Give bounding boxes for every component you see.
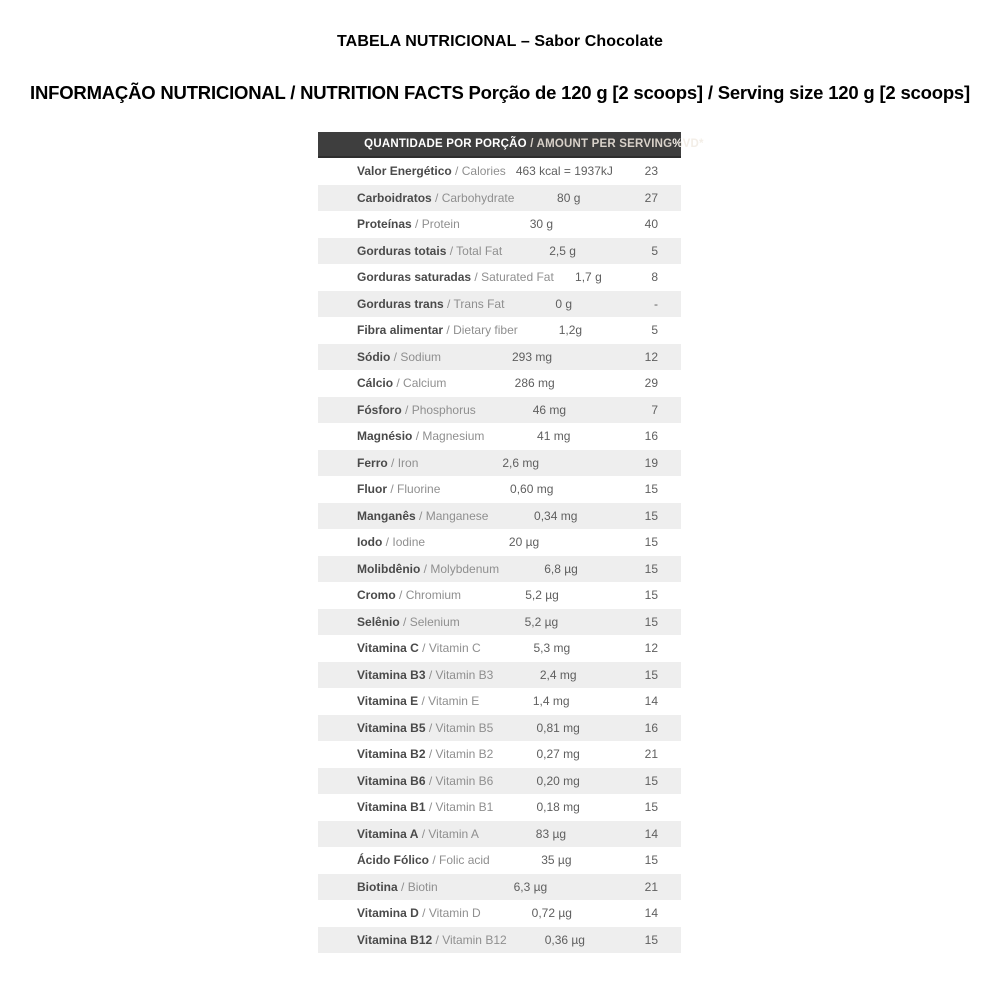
nutrient-dv: 14 xyxy=(644,826,658,841)
nutrient-name-en: Total Fat xyxy=(456,243,503,258)
nutrient-name-en: Vitamin B1 xyxy=(435,800,494,815)
nutrient-dv: 15 xyxy=(644,800,658,815)
nutrient-name-separator: / xyxy=(382,535,393,550)
nutrient-dv: 15 xyxy=(644,853,658,868)
nutrient-amount: 5,3 mg xyxy=(533,641,571,656)
nutrient-name-separator: / xyxy=(425,773,436,788)
nutrient-name-en: Biotin xyxy=(407,879,438,894)
nutrient-amount: 83 µg xyxy=(535,826,567,841)
header-dv-label: %VD* xyxy=(672,138,704,150)
nutrient-name-separator: / xyxy=(397,879,408,894)
nutrient-name-en: Vitamin E xyxy=(428,694,480,709)
header-label-en: AMOUNT PER SERVING xyxy=(536,138,673,150)
nutrient-name-en: Selenium xyxy=(409,614,460,629)
nutrient-name-en: Vitamin B3 xyxy=(435,667,494,682)
nutrient-name-pt: Proteínas xyxy=(357,217,412,232)
nutrient-name-pt: Vitamina B6 xyxy=(357,773,426,788)
nutrient-name-pt: Vitamina D xyxy=(357,906,419,921)
nutrient-name-en: Molybdenum xyxy=(430,561,500,576)
nutrient-amount: 5,2 µg xyxy=(525,588,559,603)
nutrient-name-pt: Biotina xyxy=(357,879,398,894)
nutrient-dv: 12 xyxy=(644,349,658,364)
nutrient-name-separator: / xyxy=(425,800,436,815)
nutrient-amount: 0,36 µg xyxy=(544,932,585,947)
nutrient-name-separator: / xyxy=(387,482,398,497)
nutrient-name-pt: Gorduras trans xyxy=(357,296,444,311)
nutrient-amount: 0,81 mg xyxy=(536,720,580,735)
nutrient-amount: 463 kcal = 1937kJ xyxy=(515,164,613,179)
nutrient-name-separator: / xyxy=(418,694,429,709)
nutrient-name-pt: Selênio xyxy=(357,614,400,629)
nutrient-amount: 0,72 µg xyxy=(531,906,572,921)
nutrient-amount: 0,18 mg xyxy=(536,800,580,815)
nutrient-name-separator: / xyxy=(425,720,436,735)
nutrient-name-pt: Vitamina C xyxy=(357,641,419,656)
nutrient-amount: 6,3 µg xyxy=(513,879,548,894)
nutrient-name-en: Sodium xyxy=(400,349,442,364)
nutrient-amount: 293 mg xyxy=(512,349,553,364)
nutrient-name-separator: / xyxy=(399,614,410,629)
nutrient-name-en: Chromium xyxy=(405,588,462,603)
nutrient-amount: 0,60 mg xyxy=(510,482,554,497)
header-separator: / xyxy=(526,138,537,150)
nutrient-amount: 0,20 mg xyxy=(536,773,580,788)
nutrient-amount: 1,2g xyxy=(558,323,583,338)
nutrient-amount: 1,4 mg xyxy=(532,694,570,709)
nutrient-dv: 15 xyxy=(644,561,658,576)
nutrient-name-en: Vitamin B12 xyxy=(442,932,507,947)
nutrient-name-separator: / xyxy=(425,747,436,762)
nutrient-name-pt: Cálcio xyxy=(357,376,394,391)
nutrient-name-en: Fluorine xyxy=(397,482,441,497)
nutrient-name-separator: / xyxy=(429,853,440,868)
nutrient-name-pt: Gorduras saturadas xyxy=(357,270,472,285)
nutrient-name-pt: Iodo xyxy=(357,535,383,550)
nutrient-dv: 8 xyxy=(651,270,658,285)
nutrient-name-en: Vitamin B6 xyxy=(435,773,494,788)
nutrient-name-en: Folic acid xyxy=(439,853,490,868)
header-label-pt: QUANTIDADE POR PORÇÃO xyxy=(364,138,527,150)
nutrient-amount: 35 µg xyxy=(541,853,572,868)
nutrient-name-en: Vitamin A xyxy=(428,826,479,841)
nutrient-name-pt: Carboidratos xyxy=(357,190,432,205)
nutrient-name-separator: / xyxy=(446,243,457,258)
nutrient-dv: 7 xyxy=(651,402,658,417)
nutrient-amount: 46 mg xyxy=(532,402,567,417)
nutrient-dv: 16 xyxy=(644,720,658,735)
nutrient-dv: 15 xyxy=(644,773,658,788)
nutrient-name-separator: / xyxy=(418,641,429,656)
nutrient-name-pt: Vitamina A xyxy=(357,826,419,841)
nutrient-name-en: Phosphorus xyxy=(411,402,476,417)
table-row xyxy=(318,927,681,954)
nutrient-amount: 0 g xyxy=(555,296,573,311)
nutrient-amount: 2,5 g xyxy=(549,243,576,258)
nutrient-name-pt: Fósforo xyxy=(357,402,402,417)
nutrient-name-separator: / xyxy=(390,349,401,364)
nutrient-dv: 15 xyxy=(644,614,658,629)
nutrient-name-pt: Vitamina B1 xyxy=(357,800,426,815)
nutrient-amount: 0,34 mg xyxy=(534,508,578,523)
nutrient-dv: 40 xyxy=(644,217,658,232)
nutrient-amount: 5,2 µg xyxy=(524,614,559,629)
nutrient-name-separator: / xyxy=(418,826,429,841)
nutrient-name-pt: Sódio xyxy=(357,349,391,364)
nutrient-amount: 1,7 g xyxy=(575,270,602,285)
nutrient-name-separator: / xyxy=(431,190,442,205)
nutrient-name-separator: / xyxy=(418,906,429,921)
nutrient-name-pt: Magnésio xyxy=(357,429,413,444)
nutrient-dv: 15 xyxy=(644,482,658,497)
nutrient-amount: 41 mg xyxy=(537,429,571,444)
nutrient-name-pt: Ferro xyxy=(357,455,388,470)
nutrient-dv: 12 xyxy=(644,641,658,656)
nutrient-name-en: Protein xyxy=(421,217,460,232)
nutrient-amount: 2,6 mg xyxy=(502,455,540,470)
nutrient-amount: 20 µg xyxy=(508,535,540,550)
nutrient-name-separator: / xyxy=(420,561,431,576)
nutrient-name-separator: / xyxy=(432,932,443,947)
nutrient-dv: 27 xyxy=(644,190,658,205)
nutrient-name-pt: Gorduras totais xyxy=(357,243,447,258)
nutrient-name-en: Vitamin B5 xyxy=(435,720,494,735)
nutrient-dv: 14 xyxy=(644,694,658,709)
nutrient-name-pt: Vitamina B3 xyxy=(357,667,426,682)
nutrient-name-en: Iodine xyxy=(392,535,426,550)
nutrient-name-separator: / xyxy=(395,588,406,603)
nutrient-dv: 15 xyxy=(644,535,658,550)
nutrient-name-separator: / xyxy=(393,376,404,391)
nutrient-name-pt: Vitamina B5 xyxy=(357,720,426,735)
nutrient-name-en: Saturated Fat xyxy=(481,270,554,285)
nutrient-name-pt: Vitamina B2 xyxy=(357,747,426,762)
nutrition-rows xyxy=(318,158,681,953)
nutrient-name-en: Carbohydrate xyxy=(441,190,515,205)
nutrient-label xyxy=(318,919,507,961)
nutrient-name-pt: Vitamina B12 xyxy=(357,932,433,947)
nutrient-amount: 6,8 µg xyxy=(544,561,578,576)
nutrient-dv: 29 xyxy=(644,376,658,391)
nutrient-name-en: Dietary fiber xyxy=(453,323,518,338)
nutrient-dv: 15 xyxy=(644,508,658,523)
nutrient-name-separator: / xyxy=(471,270,482,285)
nutrient-name-separator: / xyxy=(387,455,398,470)
nutrient-name-en: Vitamin B2 xyxy=(435,747,494,762)
nutrition-table xyxy=(318,132,704,953)
nutrient-name-en: Calories xyxy=(461,164,506,179)
nutrient-name-en: Iron xyxy=(397,455,419,470)
nutrient-name-pt: Vitamina E xyxy=(357,694,419,709)
nutrient-name-pt: Molibdênio xyxy=(357,561,421,576)
nutrient-amount: 30 g xyxy=(529,217,554,232)
nutrient-dv: 21 xyxy=(644,879,658,894)
nutrient-dv: 15 xyxy=(644,932,658,947)
nutrient-name-separator: / xyxy=(401,402,412,417)
nutrient-name-separator: / xyxy=(412,429,423,444)
nutrient-name-en: Calcium xyxy=(403,376,447,391)
nutrient-name-pt: Cromo xyxy=(357,588,396,603)
nutrient-name-separator: / xyxy=(411,217,422,232)
nutrient-name-separator: / xyxy=(415,508,426,523)
nutrient-amount: 2,4 mg xyxy=(539,667,577,682)
table-title: TABELA NUTRICIONAL – Sabor Chocolate xyxy=(337,33,663,50)
nutrient-name-pt: Ácido Fólico xyxy=(357,853,430,868)
nutrient-dv: 23 xyxy=(644,164,658,179)
nutrient-dv: 5 xyxy=(651,323,658,338)
serving-info-title: INFORMAÇÃO NUTRICIONAL / NUTRITION FACTS Porção de 120 g [2 scoops] / Serving size 120 g [2 scoops] xyxy=(30,82,970,103)
nutrient-name-pt: Fibra alimentar xyxy=(357,323,444,338)
nutrient-dv: 19 xyxy=(644,455,658,470)
nutrient-dv: 5 xyxy=(651,243,658,258)
nutrient-name-separator: / xyxy=(443,296,454,311)
nutrient-name-pt: Manganês xyxy=(357,508,416,523)
nutrient-amount: 0,27 mg xyxy=(536,747,580,762)
nutrient-name-separator: / xyxy=(443,323,454,338)
nutrient-dv: 15 xyxy=(644,588,658,603)
nutrient-name-en: Trans Fat xyxy=(453,296,505,311)
nutrient-amount: 286 mg xyxy=(514,376,555,391)
nutrient-name-separator: / xyxy=(425,667,436,682)
nutrient-dv: 14 xyxy=(644,906,658,921)
nutrient-name-en: Vitamin D xyxy=(428,906,481,921)
nutrient-dv: - xyxy=(654,296,658,311)
nutrient-dv: 21 xyxy=(644,747,658,762)
nutrient-name-en: Vitamin C xyxy=(428,641,481,656)
nutrient-name-separator: / xyxy=(451,164,462,179)
nutrient-dv: 16 xyxy=(644,429,658,444)
nutrient-amount: 80 g xyxy=(557,190,581,205)
nutrient-name-pt: Valor Energético xyxy=(357,164,452,179)
nutrient-name-en: Manganese xyxy=(425,508,489,523)
nutrient-dv: 15 xyxy=(644,667,658,682)
nutrient-name-pt: Fluor xyxy=(357,482,388,497)
nutrient-name-en: Magnesium xyxy=(422,429,485,444)
